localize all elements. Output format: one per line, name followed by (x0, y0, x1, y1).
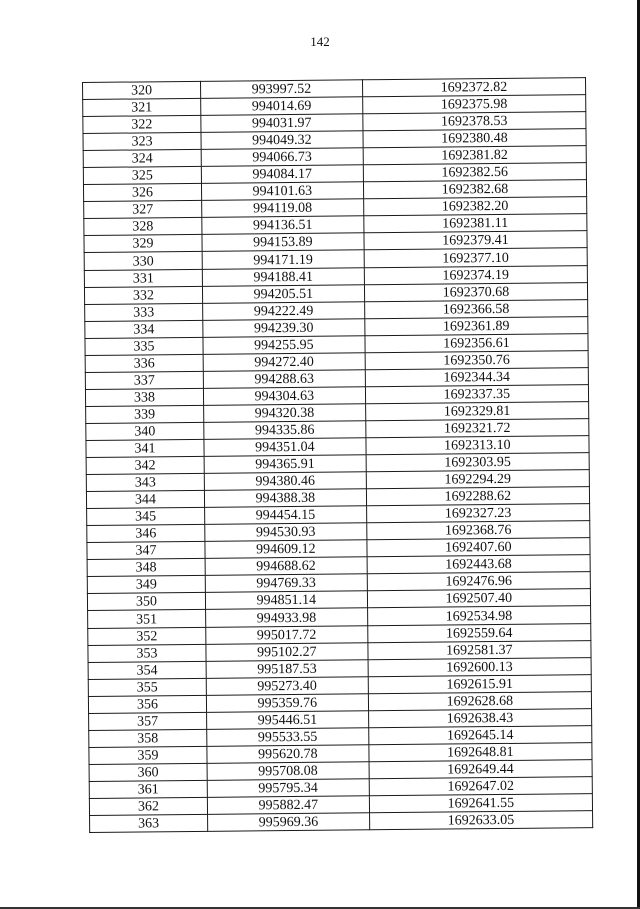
x-coordinate-cell: 994769.33 (205, 574, 367, 593)
y-coordinate-cell: 1692507.40 (367, 589, 590, 608)
x-coordinate-cell: 994136.51 (202, 216, 364, 235)
x-coordinate-cell: 994066.73 (201, 148, 363, 167)
point-number-cell: 361 (89, 780, 207, 798)
y-coordinate-cell: 1692370.68 (364, 282, 587, 301)
x-coordinate-cell: 994084.17 (201, 165, 363, 184)
x-coordinate-cell: 994365.91 (204, 455, 366, 474)
y-coordinate-cell: 1692649.44 (369, 760, 592, 779)
x-coordinate-cell: 994688.62 (205, 557, 367, 576)
y-coordinate-cell: 1692633.05 (369, 811, 592, 830)
y-coordinate-cell: 1692377.10 (364, 248, 587, 267)
point-number-cell: 360 (89, 763, 207, 781)
y-coordinate-cell: 1692382.20 (363, 197, 586, 216)
x-coordinate-cell: 995708.08 (207, 762, 369, 781)
y-coordinate-cell: 1692559.64 (367, 623, 590, 642)
y-coordinate-cell: 1692581.37 (368, 640, 591, 659)
x-coordinate-cell: 995017.72 (206, 625, 368, 644)
point-number-cell: 331 (84, 269, 202, 287)
y-coordinate-cell: 1692382.68 (363, 180, 586, 199)
x-coordinate-cell: 994171.19 (202, 250, 364, 269)
point-number-cell: 322 (83, 115, 201, 133)
x-coordinate-cell: 994288.63 (203, 370, 365, 389)
point-number-cell: 329 (84, 235, 202, 253)
x-coordinate-cell: 994530.93 (205, 523, 367, 542)
y-coordinate-cell: 1692375.98 (362, 95, 585, 114)
y-coordinate-cell: 1692381.11 (364, 214, 587, 233)
point-number-cell: 342 (86, 456, 204, 474)
point-number-cell: 345 (87, 508, 205, 526)
x-coordinate-cell: 994188.41 (202, 267, 364, 286)
point-number-cell: 358 (89, 729, 207, 747)
point-number-cell: 347 (87, 542, 205, 560)
x-coordinate-cell: 994272.40 (203, 353, 365, 372)
point-number-cell: 324 (83, 150, 201, 168)
coordinate-table-body (83, 78, 593, 833)
point-number-cell: 352 (88, 627, 206, 645)
x-coordinate-cell: 994380.46 (204, 472, 366, 491)
point-number-cell: 346 (87, 525, 205, 543)
y-coordinate-cell: 1692647.02 (369, 777, 592, 796)
y-coordinate-cell: 1692628.68 (368, 691, 591, 710)
y-coordinate-cell: 1692329.81 (365, 402, 588, 421)
x-coordinate-cell: 994933.98 (205, 608, 367, 627)
point-number-cell: 351 (88, 610, 206, 628)
y-coordinate-cell: 1692288.62 (366, 487, 589, 506)
point-number-cell: 359 (89, 746, 207, 764)
y-coordinate-cell: 1692534.98 (367, 606, 590, 625)
x-coordinate-cell: 993997.52 (200, 80, 362, 99)
point-number-cell: 363 (90, 814, 208, 832)
y-coordinate-cell: 1692379.41 (364, 231, 587, 250)
x-coordinate-cell: 994851.14 (205, 591, 367, 610)
y-coordinate-cell: 1692368.76 (366, 521, 589, 540)
x-coordinate-cell: 994014.69 (201, 97, 363, 116)
point-number-cell: 336 (85, 354, 203, 372)
point-number-cell: 332 (84, 286, 202, 304)
point-number-cell: 338 (85, 388, 203, 406)
point-number-cell: 328 (84, 218, 202, 236)
point-number-cell: 340 (86, 422, 204, 440)
y-coordinate-cell: 1692372.82 (362, 78, 585, 97)
x-coordinate-cell: 994304.63 (203, 387, 365, 406)
point-number-cell: 344 (86, 490, 204, 508)
y-coordinate-cell: 1692294.29 (366, 470, 589, 489)
coordinate-table (82, 77, 593, 833)
point-number-cell: 339 (86, 405, 204, 423)
x-coordinate-cell: 995882.47 (207, 796, 369, 815)
x-coordinate-cell: 994239.30 (203, 318, 365, 337)
point-number-cell: 334 (85, 320, 203, 338)
point-number-cell: 327 (84, 201, 202, 219)
y-coordinate-cell: 1692476.96 (367, 572, 590, 591)
x-coordinate-cell: 994222.49 (203, 301, 365, 320)
x-coordinate-cell: 995969.36 (207, 813, 369, 832)
y-coordinate-cell: 1692641.55 (369, 794, 592, 813)
x-coordinate-cell: 995795.34 (207, 779, 369, 798)
x-coordinate-cell: 994320.38 (204, 404, 366, 423)
x-coordinate-cell: 994335.86 (204, 421, 366, 440)
point-number-cell: 320 (83, 81, 201, 99)
point-number-cell: 341 (86, 439, 204, 457)
x-coordinate-cell: 994255.95 (203, 336, 365, 355)
y-coordinate-cell: 1692600.13 (368, 657, 591, 676)
point-number-cell: 343 (86, 473, 204, 491)
y-coordinate-cell: 1692615.91 (368, 674, 591, 693)
point-number-cell: 353 (88, 644, 206, 662)
y-coordinate-cell: 1692407.60 (367, 538, 590, 557)
y-coordinate-cell: 1692380.48 (363, 129, 586, 148)
x-coordinate-cell: 994031.97 (201, 114, 363, 133)
y-coordinate-cell: 1692321.72 (366, 419, 589, 438)
x-coordinate-cell: 995102.27 (206, 642, 368, 661)
y-coordinate-cell: 1692638.43 (368, 708, 591, 727)
y-coordinate-cell: 1692378.53 (363, 112, 586, 131)
x-coordinate-cell: 995533.55 (207, 728, 369, 747)
y-coordinate-cell: 1692303.95 (366, 453, 589, 472)
x-coordinate-cell: 995620.78 (207, 745, 369, 764)
page-number: 142 (310, 34, 330, 49)
point-number-cell: 362 (89, 797, 207, 815)
point-number-cell: 354 (88, 661, 206, 679)
y-coordinate-cell: 1692366.58 (364, 299, 587, 318)
table-row (90, 811, 593, 833)
x-coordinate-cell: 994609.12 (205, 540, 367, 559)
y-coordinate-cell: 1692344.34 (365, 367, 588, 386)
point-number-cell: 356 (88, 695, 206, 713)
x-coordinate-cell: 994388.38 (204, 489, 366, 508)
x-coordinate-cell: 994351.04 (204, 438, 366, 457)
y-coordinate-cell: 1692443.68 (367, 555, 590, 574)
x-coordinate-cell: 995359.76 (206, 693, 368, 712)
x-coordinate-cell: 994153.89 (202, 233, 364, 252)
x-coordinate-cell: 994049.32 (201, 131, 363, 150)
x-coordinate-cell: 994454.15 (204, 506, 366, 525)
y-coordinate-cell: 1692645.14 (368, 725, 591, 744)
point-number-cell: 330 (84, 252, 202, 270)
point-number-cell: 335 (85, 337, 203, 355)
point-number-cell: 333 (85, 303, 203, 321)
point-number-cell: 357 (89, 712, 207, 730)
y-coordinate-cell: 1692313.10 (366, 436, 589, 455)
x-coordinate-cell: 994205.51 (202, 284, 364, 303)
point-number-cell: 321 (83, 98, 201, 116)
x-coordinate-cell: 994119.08 (202, 199, 364, 218)
y-coordinate-cell: 1692337.35 (365, 384, 588, 403)
x-coordinate-cell: 995273.40 (206, 676, 368, 695)
y-coordinate-cell: 1692648.81 (369, 742, 592, 761)
y-coordinate-cell: 1692382.56 (363, 163, 586, 182)
point-number-cell: 350 (87, 593, 205, 611)
point-number-cell: 349 (87, 576, 205, 594)
point-number-cell: 337 (85, 371, 203, 389)
point-number-cell: 326 (83, 184, 201, 202)
point-number-cell: 355 (88, 678, 206, 696)
y-coordinate-cell: 1692374.19 (364, 265, 587, 284)
point-number-cell: 323 (83, 133, 201, 151)
x-coordinate-cell: 995187.53 (206, 659, 368, 678)
y-coordinate-cell: 1692361.89 (365, 316, 588, 335)
point-number-cell: 348 (87, 559, 205, 577)
y-coordinate-cell: 1692381.82 (363, 146, 586, 165)
y-coordinate-cell: 1692356.61 (365, 333, 588, 352)
x-coordinate-cell: 994101.63 (201, 182, 363, 201)
y-coordinate-cell: 1692327.23 (366, 504, 589, 523)
y-coordinate-cell: 1692350.76 (365, 350, 588, 369)
point-number-cell: 325 (83, 167, 201, 185)
x-coordinate-cell: 995446.51 (206, 711, 368, 730)
